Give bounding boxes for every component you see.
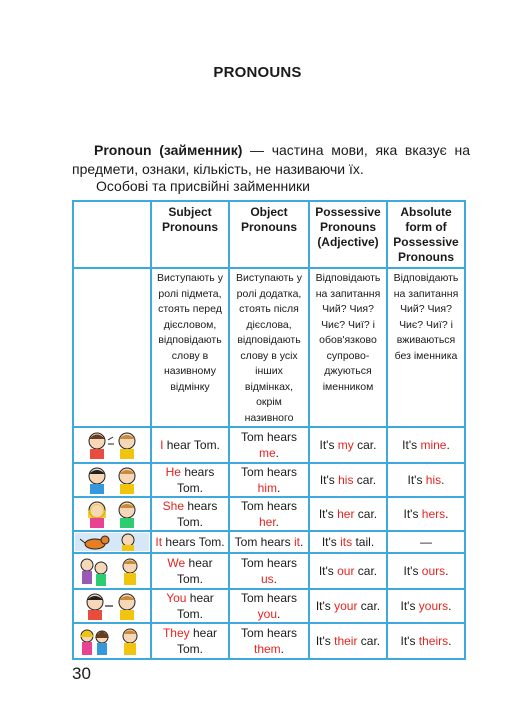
subject-cell [151,463,229,497]
page-number: 30 [72,664,91,683]
absolute-pronoun: yours [418,599,449,613]
possessive-pronoun: our [337,564,355,578]
possessive-cell [309,553,387,589]
possessive-pre: It's [315,599,335,613]
absolute-pre: It's [400,634,419,648]
girls-and-boy-icon [73,623,151,659]
absolute-post: . [445,507,449,521]
object-post: . [275,446,279,460]
object-post: . [275,515,280,529]
object-post: . [277,481,281,495]
group-and-boy-icon [73,553,151,589]
absolute-pre: It's [403,564,422,578]
possessive-post: car. [357,634,381,648]
empty-description-cell [73,268,151,427]
object-pre: Tom hears [240,591,298,605]
table-row [73,531,465,553]
table-header-row [73,201,465,268]
possessive-cell [309,427,387,463]
absolute-pronoun: theirs [418,634,449,648]
object-pre: Tom hears [240,626,298,640]
possessive-pre: It's [319,438,338,452]
subject-rest: hear Tom. [176,626,218,656]
object-pronoun: them [253,642,281,656]
possessive-cell [309,531,387,553]
absolute-pre: It's [403,507,422,521]
table-description-row [73,268,465,427]
absolute-pre: It's [407,473,426,487]
absolute-post: — [420,535,432,549]
possessive-post: car. [357,599,381,613]
possessive-pronoun: my [337,438,354,452]
object-pronoun: us [260,572,274,586]
absolute-pronoun: hers [421,507,446,521]
object-pronoun: her [258,515,276,529]
pronoun-definition: — частина мови, яка вказує на предмети, ознаки, кількість, не називаючи їх. [72,142,470,177]
possessive-cell [309,589,387,623]
empty-corner-cell [73,201,151,268]
subject-pronoun: I [160,438,164,452]
header-object: Object Pronouns [229,201,309,268]
subject-pronoun: It [155,535,163,549]
possessive-pronoun: your [334,599,358,613]
absolute-post: . [448,599,452,613]
absolute-cell [387,553,465,589]
absolute-cell [387,427,465,463]
object-cell [229,497,309,531]
object-pronoun: it [294,535,300,549]
object-cell [229,427,309,463]
possessive-post: car. [354,564,378,578]
subject-pronoun: She [162,499,184,513]
absolute-post: . [445,564,449,578]
table-row [73,497,465,531]
subject-pronoun: We [167,556,186,570]
table-row [73,553,465,589]
possessive-pronoun: her [337,507,355,521]
object-cell [229,623,309,659]
subject-rest: hear Tom. [176,591,214,621]
possessive-post: car. [353,438,377,452]
absolute-pre: It's [402,438,421,452]
pronoun-term: Pronoun (займенник) [94,142,243,158]
object-post: . [300,535,304,549]
possessive-pronoun: their [334,634,358,648]
table-row [73,589,465,623]
subject-cell [151,497,229,531]
girl-and-boy-icon [73,497,151,531]
description-subject: Виступають у ролі підмета, стоять перед дієсловом, відповідають слову в називному відмінку [151,268,229,427]
absolute-pronoun: his [425,473,442,487]
table-row [73,463,465,497]
absolute-cell [387,623,465,659]
subject-rest: hear Tom. [176,556,213,586]
subject-rest: hears Tom. [162,535,225,549]
subject-pronoun: They [162,626,190,640]
subject-cell [151,531,229,553]
description-absolute: Відповідають на запитання Чий? Чия? Чиє? Чиї? і вживаються без іменника [387,268,465,427]
object-cell [229,553,309,589]
header-subject: Subject Pronouns [151,201,229,268]
object-cell [229,531,309,553]
two-boys-icon [73,463,151,497]
object-pronoun: you [257,607,277,621]
table-subheading: Особові та присвійні займенники [96,178,310,194]
object-cell [229,589,309,623]
subject-cell [151,427,229,463]
page-title: PRONOUNS [213,64,302,81]
possessive-pre: It's [319,473,339,487]
subject-pronoun: You [166,591,187,605]
possessive-pre: It's [321,535,341,549]
subject-pronoun: He [165,465,181,479]
description-object: Виступають у ролі додатка, стоять після дієслова, відповідають слову в усіх інших відмінках, окрім називного [229,268,309,427]
absolute-pronoun: ours [421,564,446,578]
possessive-post: tail. [352,535,375,549]
possessive-post: car. [353,473,377,487]
subject-cell [151,623,229,659]
object-pronoun: me [258,446,276,460]
possessive-pronoun: his [338,473,354,487]
dog-and-boy-icon [73,531,151,553]
subject-rest: hear Tom. [163,438,220,452]
table-row [73,623,465,659]
possessive-cell [309,463,387,497]
description-possessive: Відповідають на запитання Чий? Чия? Чиє? Чиї? і обов'язково супрово-джуються іменником [309,268,387,427]
possessive-pre: It's [318,564,338,578]
subject-rest: hears Tom. [176,499,218,529]
absolute-cell [387,463,465,497]
absolute-cell [387,497,465,531]
you-and-boy-icon [73,589,151,623]
possessive-pre: It's [318,507,338,521]
subject-rest: hears Tom. [176,465,215,495]
pronouns-table [72,200,466,660]
table-row [73,427,465,463]
absolute-pre: It's [400,599,419,613]
object-pre: Tom hears [234,535,294,549]
absolute-post: . [448,634,452,648]
absolute-cell [387,589,465,623]
absolute-cell [387,531,465,553]
absolute-post: . [441,473,445,487]
intro-paragraph [72,141,470,179]
object-post: . [280,642,285,656]
header-possessive: Possessive Pronouns (Adjective) [309,201,387,268]
object-pre: Tom hears [240,430,298,444]
possessive-pronoun: its [340,535,353,549]
object-pre: Tom hears [240,465,298,479]
absolute-post: . [446,438,450,452]
possessive-cell [309,623,387,659]
subject-cell [151,589,229,623]
possessive-pre: It's [315,634,335,648]
header-absolute: Absolute form of Possessive Pronouns [387,201,465,268]
absolute-pronoun: mine [420,438,447,452]
possessive-post: car. [354,507,378,521]
subject-cell [151,553,229,589]
object-pre: Tom hears [240,556,298,570]
object-post: . [273,572,278,586]
object-post: . [277,607,281,621]
possessive-cell [309,497,387,531]
object-pronoun: him [257,481,277,495]
boy-speaking-to-boy-icon [73,427,151,463]
object-cell [229,463,309,497]
object-pre: Tom hears [240,499,298,513]
